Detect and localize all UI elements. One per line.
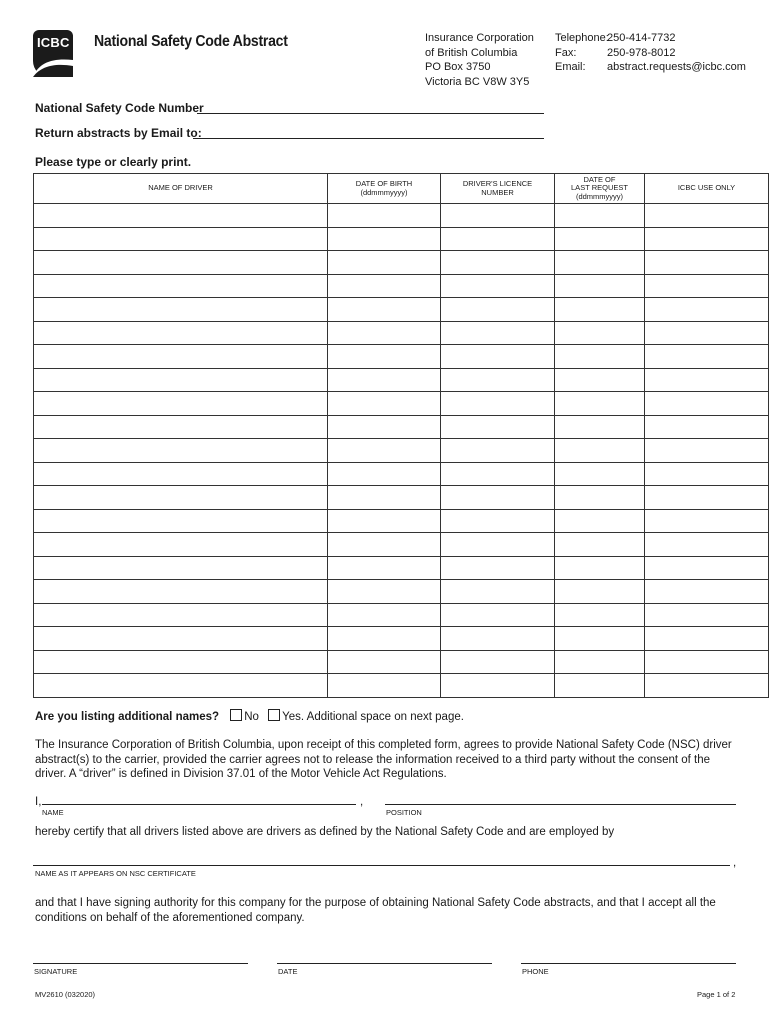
address-line: Insurance Corporation — [425, 32, 534, 44]
table-cell[interactable] — [441, 298, 555, 322]
th-drivers-licence-number — [441, 174, 555, 204]
driver-table — [33, 173, 769, 698]
table-cell[interactable] — [328, 204, 441, 228]
table-cell — [645, 486, 769, 510]
table-cell[interactable] — [328, 415, 441, 439]
table-cell[interactable] — [441, 674, 555, 698]
table-cell[interactable] — [34, 227, 328, 251]
table-cell[interactable] — [441, 462, 555, 486]
table-cell[interactable] — [441, 204, 555, 228]
header-line: ICBC USE ONLY — [677, 183, 736, 193]
table-row — [34, 556, 769, 580]
table-row — [34, 392, 769, 416]
i-prefix: I, — [35, 796, 42, 808]
table-row — [34, 674, 769, 698]
table-cell[interactable] — [555, 603, 645, 627]
table-cell[interactable] — [34, 509, 328, 533]
table-row — [34, 650, 769, 674]
table-cell[interactable] — [34, 580, 328, 604]
page-number: Page 1 of 2 — [697, 990, 736, 999]
header-line: LAST REQUEST — [571, 183, 628, 193]
table-cell[interactable] — [328, 650, 441, 674]
contact-telephone: Telephone:250-414-7732 — [555, 32, 676, 44]
authority-paragraph: and that I have signing authority for this company for the purpose of obtaining National Safety Code abstracts, and that I accept all the conditions on behalf of the aforementioned company. — [35, 897, 716, 924]
table-cell[interactable] — [34, 368, 328, 392]
table-cell[interactable] — [441, 345, 555, 369]
name-field[interactable] — [42, 804, 356, 805]
table-cell[interactable] — [555, 227, 645, 251]
nsc-number-field[interactable] — [197, 113, 544, 114]
table-cell[interactable] — [328, 321, 441, 345]
table-cell[interactable] — [555, 251, 645, 275]
table-cell — [645, 392, 769, 416]
table-cell[interactable] — [441, 650, 555, 674]
table-row — [34, 345, 769, 369]
header-line: DRIVER'S LICENCE — [462, 179, 533, 188]
table-cell[interactable] — [555, 556, 645, 580]
table-cell[interactable] — [441, 392, 555, 416]
table-cell[interactable] — [555, 368, 645, 392]
contact-email[interactable]: Email: abstract.requests@icbc.com — [555, 61, 746, 73]
th-date-of-last-request — [555, 174, 645, 204]
table-body — [34, 204, 769, 698]
table-cell — [645, 439, 769, 463]
table-cell[interactable] — [441, 321, 555, 345]
table-cell — [645, 368, 769, 392]
phone-caption: PHONE — [522, 967, 549, 976]
table-cell[interactable] — [34, 204, 328, 228]
table-cell[interactable] — [34, 439, 328, 463]
table-header-row — [34, 174, 769, 204]
address-line: Victoria BC V8W 3Y5 — [425, 75, 530, 88]
table-cell[interactable] — [441, 439, 555, 463]
yes-checkbox[interactable] — [268, 709, 280, 721]
certify-text: hereby certify that all drivers listed above are drivers as defined by the National Safety Code and are employed by — [35, 826, 615, 838]
table-cell — [645, 627, 769, 651]
table-cell[interactable] — [328, 298, 441, 322]
table-cell[interactable] — [34, 251, 328, 275]
table-cell[interactable] — [328, 509, 441, 533]
table-cell[interactable] — [555, 204, 645, 228]
phone-field[interactable] — [521, 963, 736, 964]
table-row — [34, 415, 769, 439]
nsc-company-name-field[interactable] — [33, 865, 730, 866]
table-cell[interactable] — [555, 392, 645, 416]
table-cell — [645, 345, 769, 369]
table-cell — [645, 650, 769, 674]
table-cell — [645, 415, 769, 439]
contact-info — [555, 31, 746, 75]
table-cell — [645, 251, 769, 275]
table-cell[interactable] — [555, 462, 645, 486]
table-row — [34, 204, 769, 228]
date-field[interactable] — [277, 963, 492, 964]
table-cell[interactable] — [328, 439, 441, 463]
header-line: (ddmmmyyyy) — [360, 187, 408, 197]
additional-names-question: Are you listing additional names? — [35, 711, 220, 723]
table-cell[interactable] — [34, 486, 328, 510]
table-cell[interactable] — [441, 533, 555, 557]
table-cell[interactable] — [555, 486, 645, 510]
table-cell[interactable] — [555, 533, 645, 557]
table-row — [34, 298, 769, 322]
table-cell — [645, 509, 769, 533]
table-cell — [645, 580, 769, 604]
table-cell — [645, 227, 769, 251]
table-cell[interactable] — [555, 509, 645, 533]
table-cell — [645, 603, 769, 627]
table-row — [34, 486, 769, 510]
table-cell[interactable] — [34, 321, 328, 345]
position-caption: POSITION — [386, 808, 422, 817]
table-cell[interactable] — [328, 486, 441, 510]
page-title: National Safety Code Abstract — [94, 33, 288, 50]
table-cell[interactable] — [34, 298, 328, 322]
date-caption: DATE — [278, 967, 298, 976]
table-cell[interactable] — [441, 486, 555, 510]
table-cell[interactable] — [328, 627, 441, 651]
table-cell[interactable] — [555, 650, 645, 674]
name-caption: NAME — [42, 808, 64, 817]
table-cell[interactable] — [555, 627, 645, 651]
table-cell[interactable] — [328, 368, 441, 392]
table-cell[interactable] — [34, 415, 328, 439]
table-row — [34, 251, 769, 275]
table-row — [34, 533, 769, 557]
table-cell[interactable] — [34, 674, 328, 698]
header-line: DATE OF — [583, 174, 616, 184]
table-cell[interactable] — [328, 674, 441, 698]
table-cell — [645, 298, 769, 322]
table-cell[interactable] — [34, 650, 328, 674]
table-row — [34, 274, 769, 298]
th-date-of-birth — [328, 174, 441, 204]
th-name-of-driver — [34, 174, 328, 204]
return-email-label: Return abstracts by Email to: — [35, 126, 202, 140]
table-cell[interactable] — [34, 533, 328, 557]
no-label: No — [244, 711, 259, 723]
contact-fax: Fax: 250-978-8012 — [555, 46, 676, 59]
table-cell[interactable] — [34, 556, 328, 580]
table-row — [34, 627, 769, 651]
table-cell — [645, 556, 769, 580]
table-cell[interactable] — [328, 462, 441, 486]
table-cell[interactable] — [328, 580, 441, 604]
print-note: Please type or clearly print. — [35, 155, 192, 169]
table-cell[interactable] — [555, 580, 645, 604]
comma: , — [733, 857, 737, 869]
table-cell[interactable] — [555, 321, 645, 345]
logo-swoosh-icon — [33, 54, 73, 77]
mailing-address — [425, 31, 534, 89]
table-cell — [645, 462, 769, 486]
address-line: of British Columbia — [425, 46, 518, 59]
table-row — [34, 227, 769, 251]
table-cell[interactable] — [555, 415, 645, 439]
form-code: MV2610 (032020) — [35, 990, 96, 999]
table-cell[interactable] — [441, 368, 555, 392]
th-icbc-use-only — [645, 174, 769, 204]
logo-text: ICBC — [37, 35, 70, 50]
table-cell[interactable] — [555, 345, 645, 369]
table-row — [34, 603, 769, 627]
table-cell[interactable] — [441, 556, 555, 580]
signature-caption: SIGNATURE — [34, 967, 78, 976]
table-cell — [645, 533, 769, 557]
icbc-logo — [33, 30, 73, 77]
table-cell[interactable] — [441, 603, 555, 627]
table-cell[interactable] — [441, 627, 555, 651]
table-cell[interactable] — [34, 627, 328, 651]
table-row — [34, 462, 769, 486]
table-cell[interactable] — [555, 274, 645, 298]
table-cell[interactable] — [328, 227, 441, 251]
table-cell[interactable] — [555, 674, 645, 698]
table-row — [34, 321, 769, 345]
table-cell[interactable] — [328, 533, 441, 557]
table-cell[interactable] — [328, 251, 441, 275]
table-cell[interactable] — [328, 556, 441, 580]
table-cell — [645, 674, 769, 698]
address-line: PO Box 3750 — [425, 61, 491, 73]
header-line: NAME OF DRIVER — [148, 183, 213, 193]
table-row — [34, 439, 769, 463]
return-email-field[interactable] — [193, 138, 544, 139]
table-cell[interactable] — [441, 274, 555, 298]
nsc-name-caption: NAME AS IT APPEARS ON NSC CERTIFICATE — [35, 869, 196, 878]
table-cell[interactable] — [441, 580, 555, 604]
additional-names-row — [35, 709, 464, 723]
nsc-number-label: National Safety Code Number — [35, 101, 204, 115]
table-cell[interactable] — [328, 345, 441, 369]
signature-field[interactable] — [33, 963, 248, 964]
position-field[interactable] — [385, 804, 736, 805]
table-cell[interactable] — [34, 274, 328, 298]
table-cell[interactable] — [441, 415, 555, 439]
table-cell[interactable] — [555, 439, 645, 463]
table-row — [34, 368, 769, 392]
table-row — [34, 580, 769, 604]
comma: , — [360, 796, 364, 808]
header-line: NUMBER — [481, 187, 514, 197]
table-cell[interactable] — [34, 392, 328, 416]
no-checkbox[interactable] — [230, 709, 242, 721]
table-cell[interactable] — [328, 274, 441, 298]
table-cell[interactable] — [34, 462, 328, 486]
agreement-paragraph: The Insurance Corporation of British Columbia, upon receipt of this completed form, agrees to provide National Safety Code (NSC) driver abstract(s) to the carrier, provided the carrier agrees not to release the information received to a third party without the consent of the driver. A “driver” is defined in Division 37.01 of the Motor Vehicle Act Regulations. — [35, 739, 732, 780]
table-cell[interactable] — [441, 251, 555, 275]
table-cell[interactable] — [328, 603, 441, 627]
table-cell[interactable] — [441, 227, 555, 251]
header-line: DATE OF BIRTH — [355, 179, 413, 188]
table-cell — [645, 204, 769, 228]
table-cell — [645, 274, 769, 298]
table-cell[interactable] — [34, 345, 328, 369]
yes-label: Yes. Additional space on next page. — [282, 711, 464, 723]
table-cell[interactable] — [328, 392, 441, 416]
table-cell — [645, 321, 769, 345]
table-cell[interactable] — [34, 603, 328, 627]
header-line: (ddmmmyyyy) — [575, 191, 624, 201]
table-cell[interactable] — [555, 298, 645, 322]
table-cell[interactable] — [441, 509, 555, 533]
table-row — [34, 509, 769, 533]
